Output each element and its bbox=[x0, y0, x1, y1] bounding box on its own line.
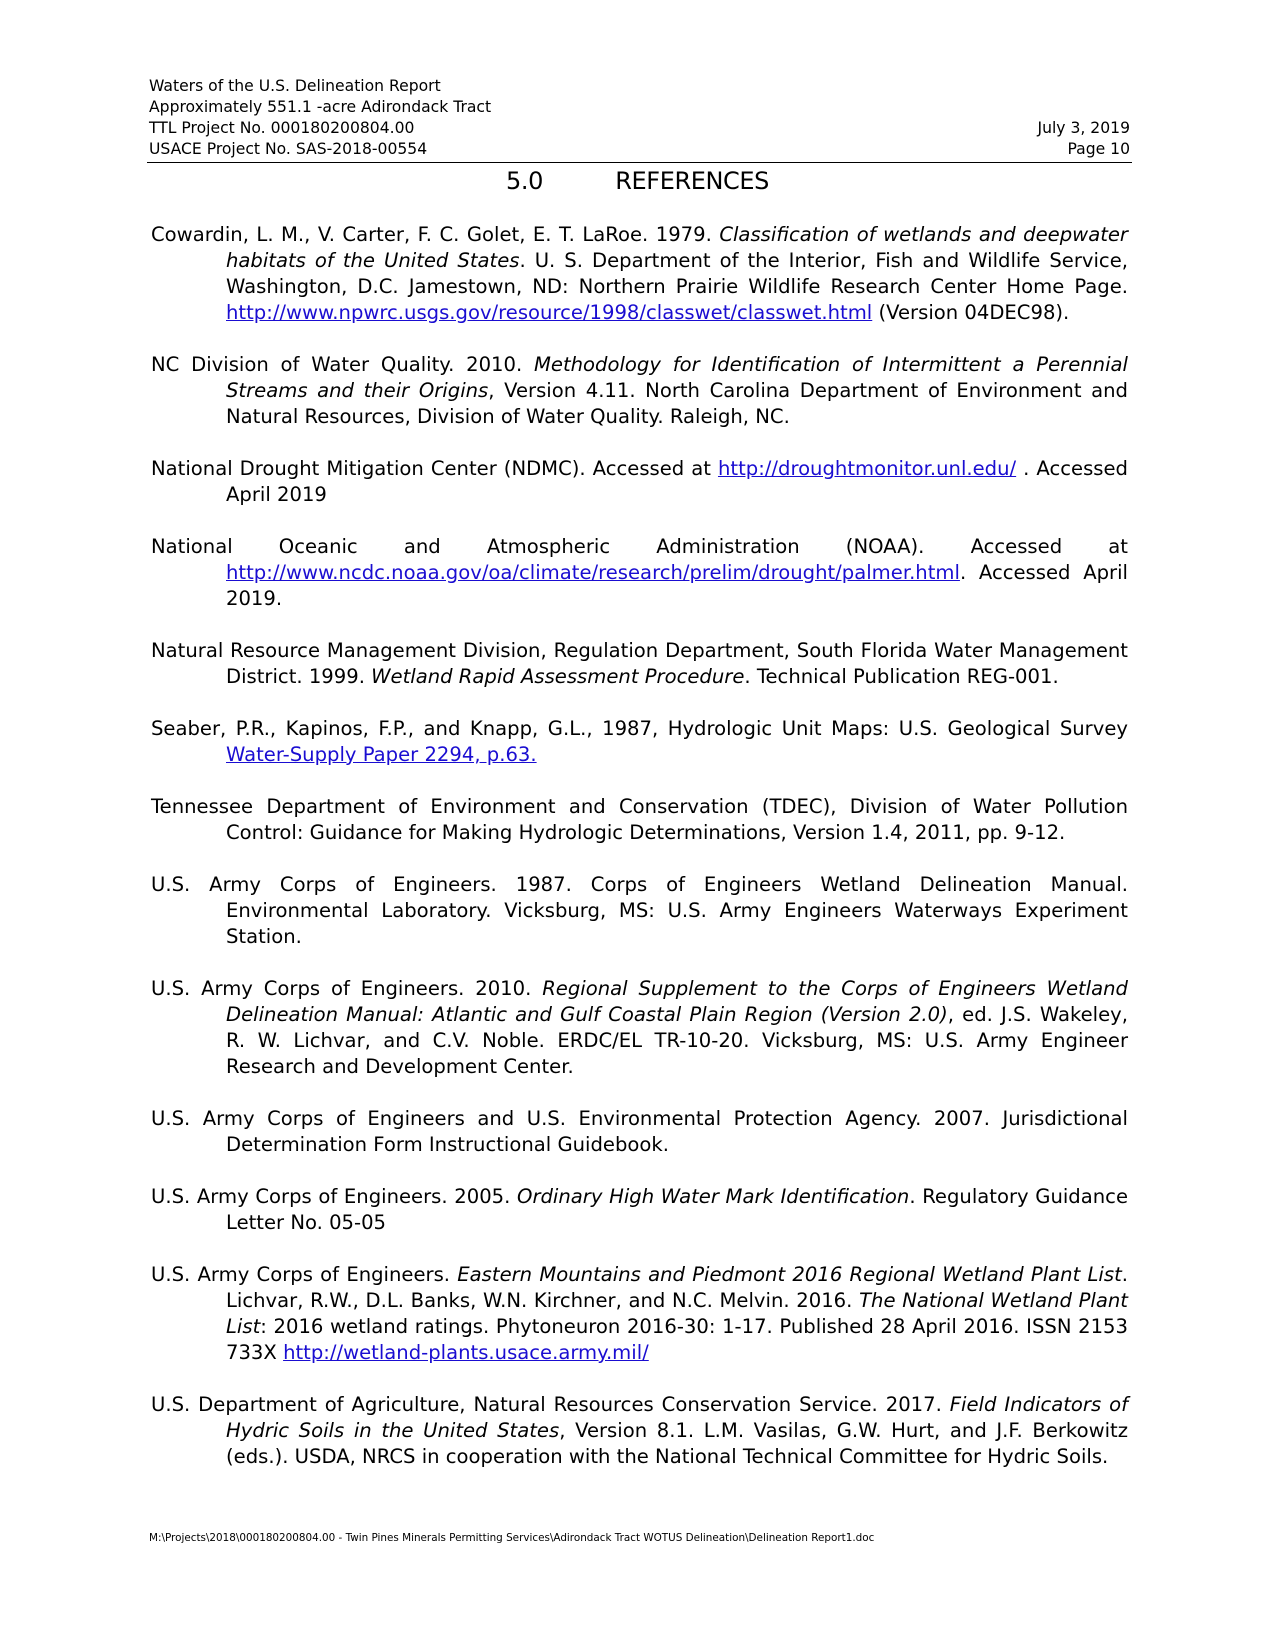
header-date: July 3, 2019 bbox=[1037, 119, 1130, 137]
reference-item: Natural Resource Management Division, Regulation Department, South Florida Water Management District. 1999. Wetland Rapid Assessment Procedure. Technical Publication REG-001. bbox=[151, 639, 1128, 688]
header-page-number: Page 10 bbox=[1067, 140, 1130, 158]
reference-link[interactable]: Water-Supply Paper 2294, p.63. bbox=[226, 743, 537, 766]
reference-item: U.S. Army Corps of Engineers and U.S. Environmental Protection Agency. 2007. Jurisdictional Determination Form Instructional Guidebook. bbox=[151, 1107, 1128, 1156]
reference-item: U.S. Army Corps of Engineers. 2005. Ordinary High Water Mark Identification. Regulatory Guidance Letter No. 05-05 bbox=[151, 1185, 1129, 1234]
reference-item: U.S. Army Corps of Engineers. 2010. Regional Supplement to the Corps of Engineers Wetland Delineation Manual: Atlantic and Gulf Coastal Plain Region (Version 2.0), ed. J.S. Wakeley, R. W. Lichvar, and C.V. Noble. ERDC/EL TR-10-20. Vicksburg, MS: U.S. Army Engineer Research and Development Center. bbox=[151, 977, 1128, 1078]
section-title bbox=[0, 164, 1275, 198]
footer-file-path: M:\Projects\2018\000180200804.00 - Twin Pines Minerals Permitting Services\Adirondack Tract WOTUS Delineation\Delineation Report1.doc bbox=[149, 1532, 875, 1544]
section-heading: REFERENCES bbox=[615, 167, 770, 195]
references-list bbox=[151, 222, 1128, 1496]
header-ttl-project: TTL Project No. 000180200804.00 bbox=[149, 119, 415, 137]
header-report-title: Waters of the U.S. Delineation Report bbox=[149, 77, 441, 95]
reference-item: Tennessee Department of Environment and Conservation (TDEC), Division of Water Pollution Control: Guidance for Making Hydrologic Determinations, Version 1.4, 2011, pp. 9-12. bbox=[151, 795, 1128, 844]
reference-item: Seaber, P.R., Kapinos, F.P., and Knapp, G.L., 1987, Hydrologic Unit Maps: U.S. Geological Survey Water-Supply Paper 2294, p.63. bbox=[151, 717, 1128, 766]
header-rule bbox=[147, 162, 1132, 163]
reference-item: National Oceanic and Atmospheric Administration (NOAA). Accessed at http://www.ncdc.noaa.gov/oa/climate/research/prelim/drought/palmer.html. Accessed April 2019. bbox=[151, 535, 1128, 610]
reference-item: Cowardin, L. M., V. Carter, F. C. Golet, E. T. LaRoe. 1979. Classification of wetlands and deepwater habitats of the United States. U. S. Department of the Interior, Fish and Wildlife Service, Washington, D.C. Jamestown, ND: Northern Prairie Wildlife Research Center Home Page. http://www.npwrc.usgs.gov/resource/1998/classwet/classwet.html (Version 04DEC98). bbox=[151, 223, 1128, 324]
reference-link[interactable]: http://www.npwrc.usgs.gov/resource/1998/classwet/classwet.html bbox=[226, 301, 873, 324]
reference-item: U.S. Army Corps of Engineers. 1987. Corps of Engineers Wetland Delineation Manual. Environmental Laboratory. Vicksburg, MS: U.S. Army Engineers Waterways Experiment Station. bbox=[151, 873, 1128, 948]
reference-link[interactable]: http://droughtmonitor.unl.edu/ bbox=[717, 457, 1017, 480]
section-number: 5.0 bbox=[505, 167, 543, 195]
header-usace-project: USACE Project No. SAS-2018-00554 bbox=[149, 140, 428, 158]
reference-item: National Drought Mitigation Center (NDMC). Accessed at http://droughtmonitor.unl.edu/ . Accessed April 2019 bbox=[151, 457, 1128, 506]
header-tract: Approximately 551.1 -acre Adirondack Tract bbox=[149, 98, 492, 116]
reference-item: NC Division of Water Quality. 2010. Methodology for Identification of Intermittent a Perennial Streams and their Origins, Version 4.11. North Carolina Department of Environment and Natural Resources, Division of Water Quality. Raleigh, NC. bbox=[151, 353, 1128, 428]
page-header bbox=[149, 76, 1130, 160]
reference-link[interactable]: http://www.ncdc.noaa.gov/oa/climate/research/prelim/drought/palmer.html bbox=[226, 561, 960, 584]
reference-item: U.S. Army Corps of Engineers. Eastern Mountains and Piedmont 2016 Regional Wetland Plant List. Lichvar, R.W., D.L. Banks, W.N. Kirchner, and N.C. Melvin. 2016. The National Wetland Plant List: 2016 wetland ratings. Phytoneuron 2016-30: 1-17. Published 28 April 2016. ISSN 2153 733X http://wetland-plants.usace.army.mil/ bbox=[151, 1263, 1128, 1364]
reference-link[interactable]: http://wetland-plants.usace.army.mil/ bbox=[283, 1341, 649, 1364]
reference-item: U.S. Department of Agriculture, Natural Resources Conservation Service. 2017. Field Indicators of Hydric Soils in the United States, Version 8.1. L.M. Vasilas, G.W. Hurt, and J.F. Berkowitz (eds.). USDA, NRCS in cooperation with the National Technical Committee for Hydric Soils. bbox=[151, 1393, 1129, 1468]
